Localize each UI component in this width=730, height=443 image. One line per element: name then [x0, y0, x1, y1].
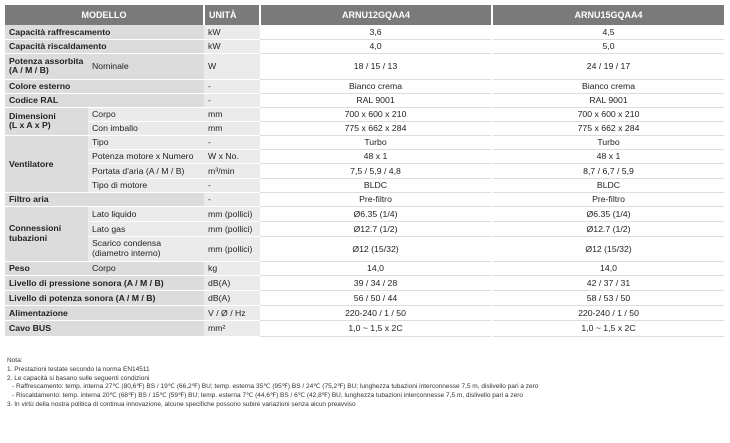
value-model-1: 18 / 15 / 13	[260, 53, 492, 79]
row-air-filter	[5, 192, 724, 206]
row-label: Capacità raffrescamento	[5, 25, 204, 39]
row-sublabel: Tipo di motore	[88, 178, 204, 192]
value-model-1: BLDC	[260, 178, 492, 192]
row-dimensions-packaging	[5, 121, 724, 135]
row-unit: mm (pollici)	[204, 236, 260, 261]
value-model-1: 775 x 662 x 284	[260, 121, 492, 135]
row-sublabel: Portata d'aria (A / M / B)	[88, 163, 204, 178]
row-label: Cavo BUS	[5, 320, 204, 336]
value-model-2: Turbo	[492, 135, 724, 149]
header-unit: UNITÀ	[204, 5, 260, 25]
value-model-2: 700 x 600 x 210	[492, 107, 724, 121]
row-label	[5, 107, 88, 135]
value-model-2: Pre-filtro	[492, 192, 724, 206]
value-model-1: 48 x 1	[260, 149, 492, 163]
row-label: Filtro aria	[5, 192, 204, 206]
row-unit: kW	[204, 39, 260, 53]
row-sublabel	[88, 236, 204, 261]
value-model-2: 4,5	[492, 25, 724, 39]
row-unit: kW	[204, 25, 260, 39]
note-2-heating: - Riscaldamento: temp. interna 20℃ (68℉) BS / 15℃ (59℉) BU; temp. esterna 7℃ (44,6℉) BS / 6℃ (42,8℉) BU, lunghezza tubazioni interconnesse 7,5 m, dislivello pari a zero	[12, 392, 523, 400]
row-label: Peso	[5, 261, 88, 275]
value-model-2: 5,0	[492, 39, 724, 53]
value-model-1: 220-240 / 1 / 50	[260, 305, 492, 320]
row-unit: mm²	[204, 320, 260, 336]
row-unit: -	[204, 192, 260, 206]
value-model-1: 14,0	[260, 261, 492, 275]
note-3: 3. In virtù della nostra politica di continua innovazione, alcune specifiche possono subire variazioni senza alcun preavviso	[7, 400, 356, 408]
value-model-2: 58 / 53 / 50	[492, 290, 724, 305]
value-model-2: 1,0 ~ 1,5 x 2C	[492, 320, 724, 336]
note-2: 2. Le capacità si basano sulle seguenti condizioni	[7, 374, 150, 382]
value-model-2: Bianco crema	[492, 79, 724, 93]
row-unit: W x No.	[204, 149, 260, 163]
row-sublabel: Nominale	[88, 53, 204, 79]
row-unit: dB(A)	[204, 275, 260, 290]
row-bus-cable	[5, 320, 724, 336]
row-power-supply	[5, 305, 724, 320]
value-model-1: Bianco crema	[260, 79, 492, 93]
row-unit: mm	[204, 121, 260, 135]
row-sublabel-text: Scarico condensa (diametro interno)	[92, 238, 162, 258]
row-ral-code	[5, 93, 724, 107]
row-label: Alimentazione	[5, 305, 204, 320]
row-pipe-drain	[5, 236, 724, 261]
row-sublabel: Con imballo	[88, 121, 204, 135]
row-sublabel: Corpo	[88, 261, 204, 275]
row-color	[5, 79, 724, 93]
row-motor-type	[5, 178, 724, 192]
row-air-flow	[5, 163, 724, 178]
value-model-2: 24 / 19 / 17	[492, 53, 724, 79]
row-heating-capacity	[5, 39, 724, 53]
value-model-2: 48 x 1	[492, 149, 724, 163]
value-model-1: Ø12 (15/32)	[260, 236, 492, 261]
row-cooling-capacity	[5, 25, 724, 39]
row-fan-motor-power	[5, 149, 724, 163]
row-label: Capacità riscaldamento	[5, 39, 204, 53]
row-label	[5, 206, 88, 261]
note-1: 1. Prestazioni testate secondo la norma EN14511	[7, 365, 150, 373]
row-sublabel: Potenza motore x Numero	[88, 149, 204, 163]
value-model-2: BLDC	[492, 178, 724, 192]
row-pipe-gas	[5, 221, 724, 236]
row-dimensions-body	[5, 107, 724, 121]
row-label: Colore esterno	[5, 79, 204, 93]
value-model-2: Ø12 (15/32)	[492, 236, 724, 261]
header-model: MODELLO	[5, 5, 204, 25]
value-model-1: 56 / 50 / 44	[260, 290, 492, 305]
row-unit: mm	[204, 107, 260, 121]
row-label-text: Dimensioni (L x A x P)	[9, 110, 56, 130]
row-unit: m³/min	[204, 163, 260, 178]
row-unit: -	[204, 79, 260, 93]
row-unit: mm (pollici)	[204, 221, 260, 236]
row-pipe-liquid	[5, 206, 724, 221]
row-label: Livello di potenza sonora (A / M / B)	[5, 290, 204, 305]
row-label: Livello di pressione sonora (A / M / B)	[5, 275, 204, 290]
note-2-cooling: - Raffrescamento: temp. interna 27℃ (80,6℉) BS / 19℃ (66,2℉) BU; temp. esterna 35℃ (95℉) BS / 24℃ (75,2℉) BU; lunghezza tubazioni interconnesse 7,5 m, dislivello pari a zero	[12, 383, 539, 391]
row-weight	[5, 261, 724, 275]
row-unit: -	[204, 93, 260, 107]
value-model-1: Ø12.7 (1/2)	[260, 221, 492, 236]
value-model-1: 3,6	[260, 25, 492, 39]
header-row	[5, 5, 724, 25]
row-sublabel: Tipo	[88, 135, 204, 149]
value-model-2: 220-240 / 1 / 50	[492, 305, 724, 320]
value-model-2: 775 x 662 x 284	[492, 121, 724, 135]
value-model-1: Turbo	[260, 135, 492, 149]
row-sublabel: Lato gas	[88, 221, 204, 236]
value-model-2: 14,0	[492, 261, 724, 275]
spec-table	[5, 5, 724, 337]
value-model-1: 7,5 / 5,9 / 4,8	[260, 163, 492, 178]
row-unit: -	[204, 135, 260, 149]
row-sound-power	[5, 290, 724, 305]
notes-title: Nota:	[7, 357, 23, 364]
row-label: Ventilatore	[5, 135, 88, 192]
value-model-1: 700 x 600 x 210	[260, 107, 492, 121]
value-model-1: RAL 9001	[260, 93, 492, 107]
row-unit: -	[204, 178, 260, 192]
row-fan-type	[5, 135, 724, 149]
row-unit: dB(A)	[204, 290, 260, 305]
row-power-input	[5, 53, 724, 79]
row-label	[5, 53, 88, 79]
value-model-2: Ø12.7 (1/2)	[492, 221, 724, 236]
row-unit: kg	[204, 261, 260, 275]
row-label-text: Potenza assorbita (A / M / B)	[9, 55, 84, 75]
row-sublabel: Lato liquido	[88, 206, 204, 221]
row-sound-pressure	[5, 275, 724, 290]
notes	[7, 357, 723, 410]
header-model-2: ARNU15GQAA4	[492, 5, 724, 25]
row-sublabel: Corpo	[88, 107, 204, 121]
value-model-1: Pre-filtro	[260, 192, 492, 206]
row-unit: mm (pollici)	[204, 206, 260, 221]
value-model-1: 39 / 34 / 28	[260, 275, 492, 290]
value-model-2: Ø6.35 (1/4)	[492, 206, 724, 221]
row-label: Codice RAL	[5, 93, 204, 107]
row-unit: V / Ø / Hz	[204, 305, 260, 320]
value-model-1: 1,0 ~ 1,5 x 2C	[260, 320, 492, 336]
value-model-2: RAL 9001	[492, 93, 724, 107]
value-model-1: 4,0	[260, 39, 492, 53]
value-model-2: 8,7 / 6,7 / 5,9	[492, 163, 724, 178]
header-model-1: ARNU12GQAA4	[260, 5, 492, 25]
value-model-2: 42 / 37 / 31	[492, 275, 724, 290]
value-model-1: Ø6.35 (1/4)	[260, 206, 492, 221]
row-unit: W	[204, 53, 260, 79]
row-label-text: Connessioni tubazioni	[9, 223, 62, 243]
